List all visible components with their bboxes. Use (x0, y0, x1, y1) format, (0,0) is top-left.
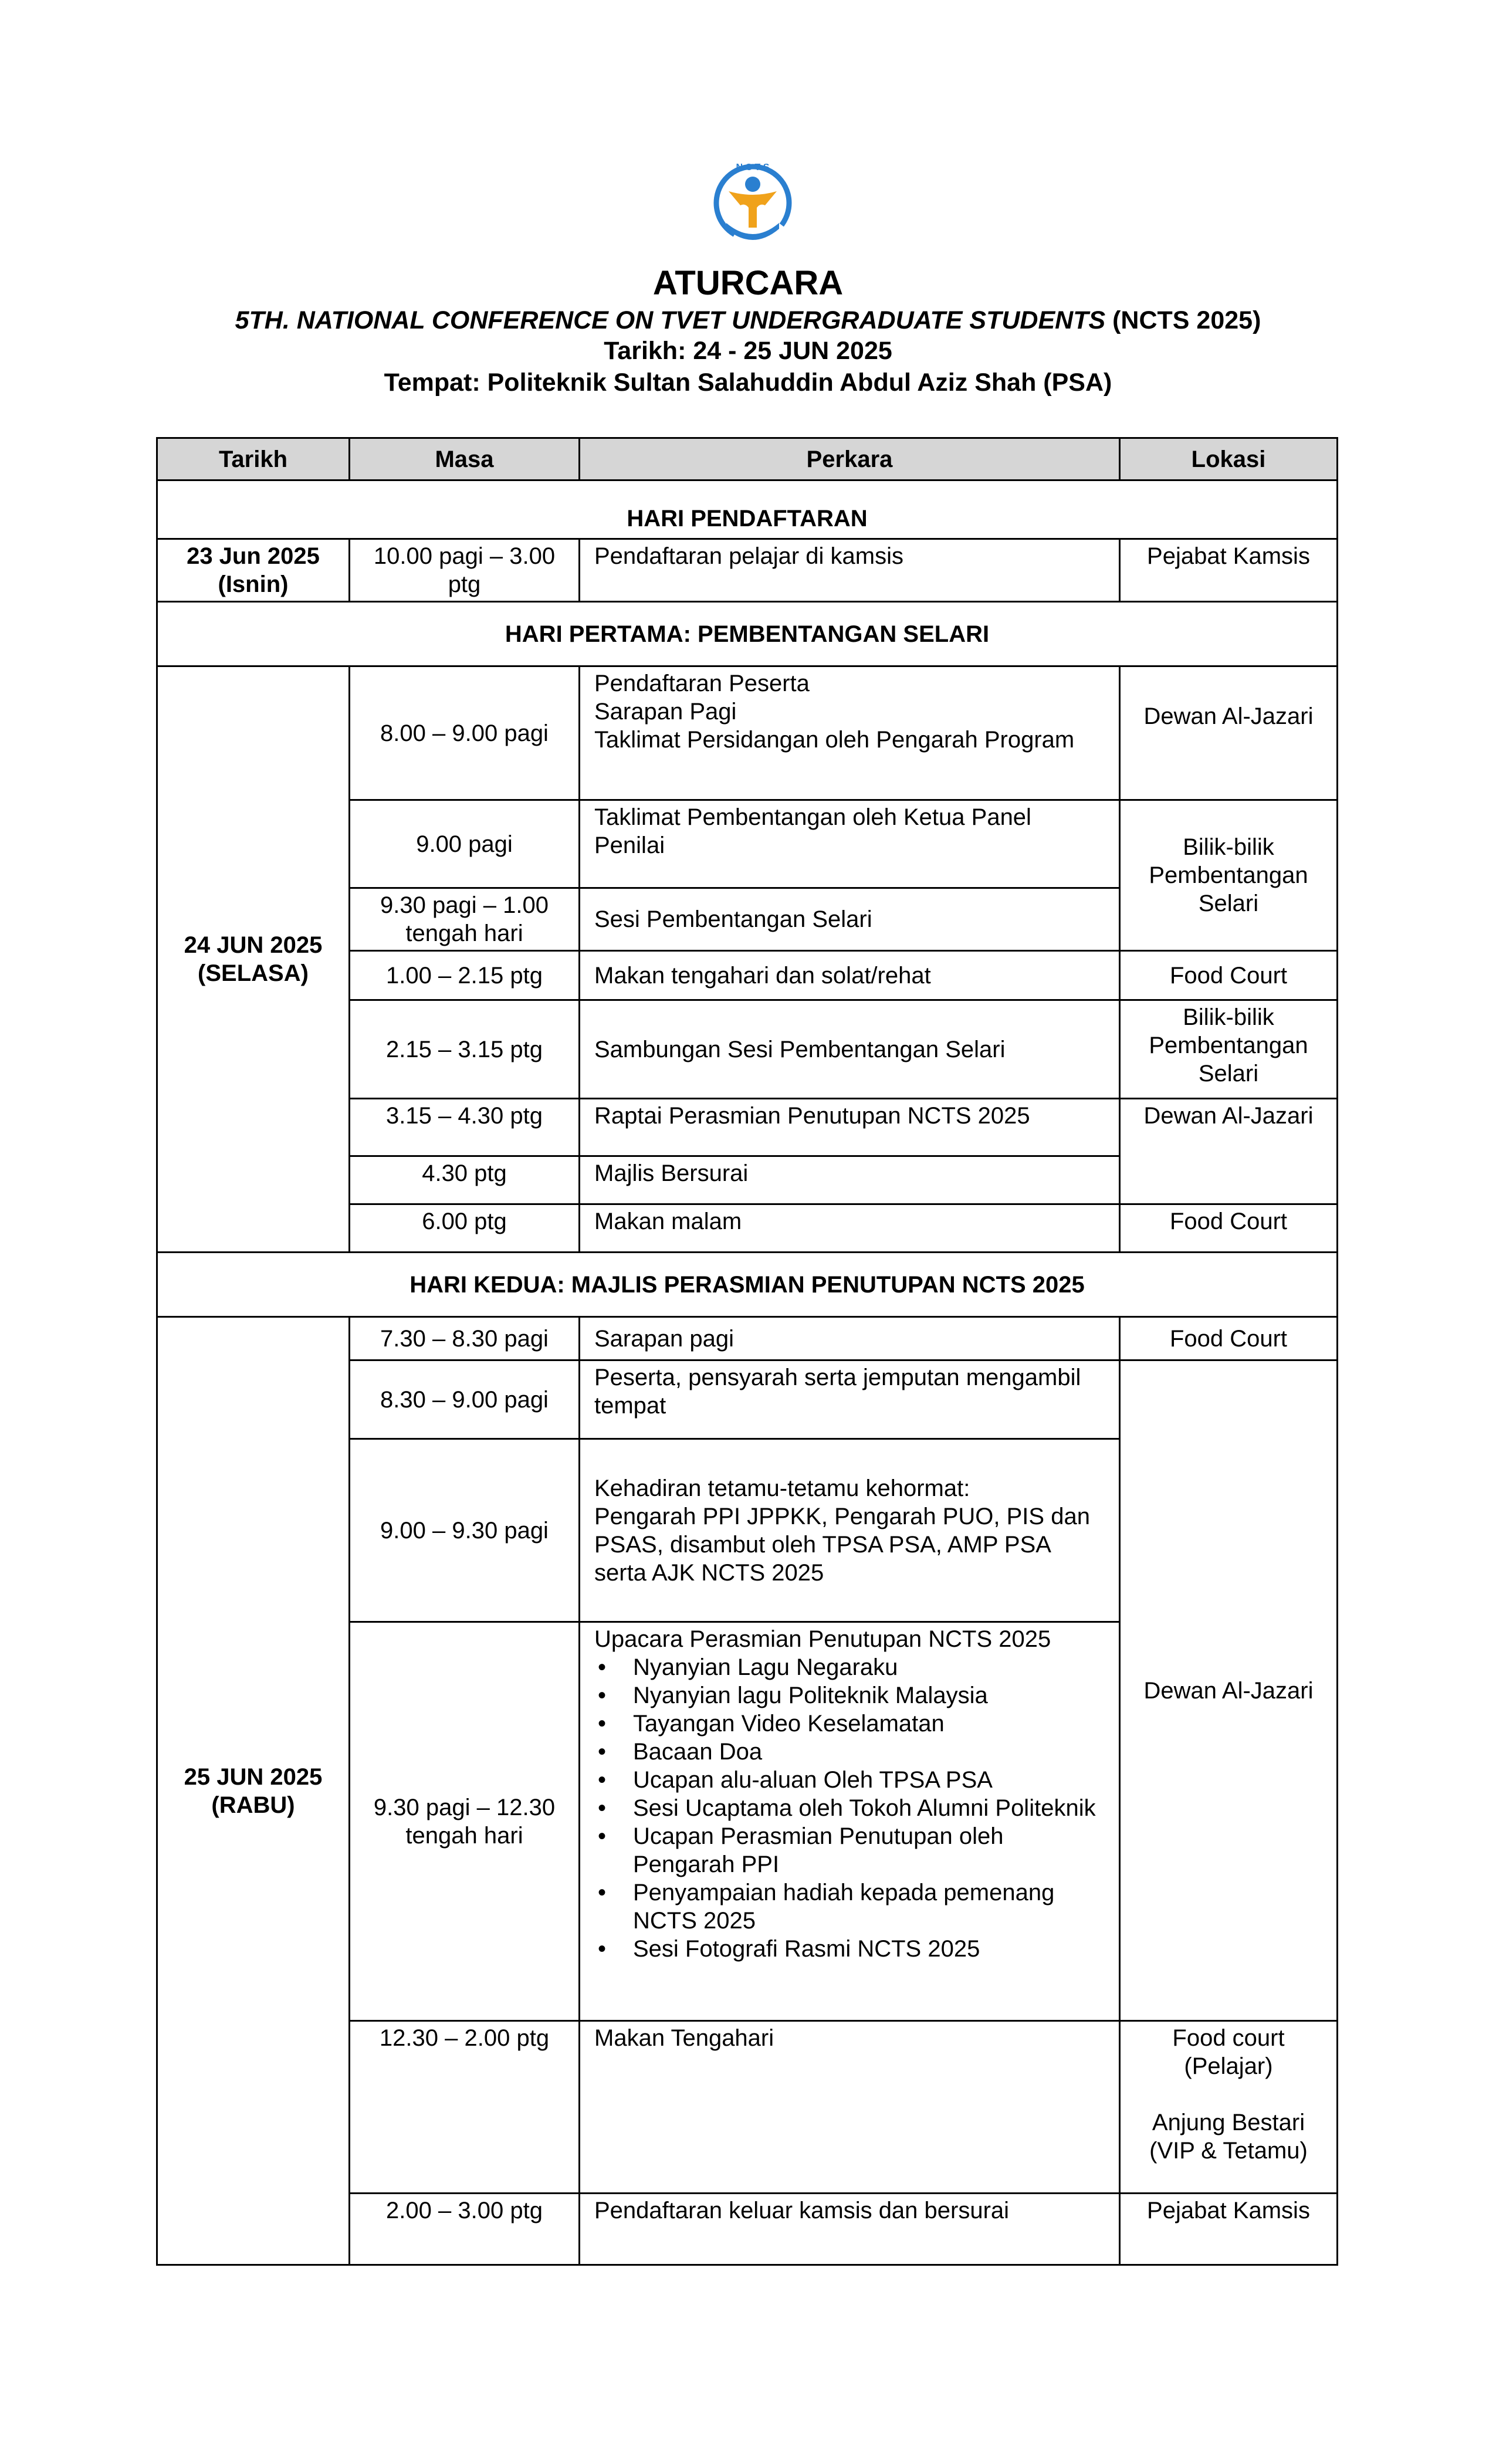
page-title: ATURCARA (652, 264, 844, 302)
conference-abbrev: (NCTS 2025) (1105, 306, 1261, 334)
date-text: 25 JUN 2025 (184, 1764, 323, 1790)
list-item: • Sesi Fotografi Rasmi NCTS 2025 (633, 1935, 1105, 1963)
ceremony-heading: Upacara Perasmian Penutupan NCTS 2025 (594, 1626, 1051, 1652)
time-cell: 12.30 – 2.00 ptg (350, 2021, 580, 2194)
day-text: (Isnin) (218, 571, 289, 597)
item-cell: Pendaftaran keluar kamsis dan bersurai (580, 2194, 1120, 2265)
location-cell: Dewan Al-Jazari (1120, 1099, 1338, 1204)
time-cell: 10.00 pagi – 3.00 ptg (350, 539, 580, 602)
section-title: HARI PENDAFTARAN (157, 480, 1338, 539)
section-title: HARI PERTAMA: PEMBENTANGAN SELARI (157, 602, 1338, 666)
section-title: HARI KEDUA: MAJLIS PERASMIAN PENUTUPAN NCTS 2025 (157, 1253, 1338, 1317)
location-students: Food court (Pelajar) (1172, 2025, 1285, 2079)
item-cell: Peserta, pensyarah serta jemputan mengambil tempat (580, 1360, 1120, 1439)
list-item: • Bacaan Doa (633, 1738, 1105, 1766)
item-line: Pengarah PPI JPPKK, Pengarah PUO, PIS dan PSAS, disambut oleh TPSA PSA, AMP PSA serta AJK NCTS 2025 (594, 1503, 1090, 1586)
table-header-row (157, 438, 1338, 480)
day-text: (RABU) (211, 1792, 295, 1818)
date-text: 23 Jun 2025 (187, 543, 320, 569)
item-cell: Makan tengahari dan solat/rehat (580, 951, 1120, 1000)
location-cell: Bilik-bilik Pembentangan Selari (1120, 800, 1338, 951)
section-row-day-two (157, 1253, 1338, 1317)
time-cell: 9.30 pagi – 1.00 tengah hari (350, 888, 580, 951)
ncts-logo (709, 157, 797, 257)
ceremony-program-list (594, 1653, 1105, 1963)
logo-lettering: N C T S (736, 163, 770, 172)
item-line: Kehadiran tetamu-tetamu kehormat: (594, 1475, 970, 1501)
table-row (157, 539, 1338, 602)
location-cell: Food Court (1120, 1317, 1338, 1360)
date-text: 24 JUN 2025 (184, 932, 323, 958)
item-cell: Sambungan Sesi Pembentangan Selari (580, 1000, 1120, 1099)
list-item: • Ucapan alu-aluan Oleh TPSA PSA (633, 1766, 1105, 1794)
item-cell: Pendaftaran pelajar di kamsis (580, 539, 1120, 602)
item-cell: Makan Tengahari (580, 2021, 1120, 2194)
item-line: Pendaftaran Peserta (594, 671, 810, 696)
list-item: • Nyanyian lagu Politeknik Malaysia (633, 1681, 1105, 1710)
ncts-logo-graphic (709, 157, 797, 257)
date-cell (157, 1317, 350, 2265)
location-cell: Pejabat Kamsis (1120, 2194, 1338, 2265)
time-cell: 2.15 – 3.15 ptg (350, 1000, 580, 1099)
conference-name-italic: 5TH. NATIONAL CONFERENCE ON TVET UNDERGRADUATE STUDENTS (235, 306, 1106, 334)
header-masa: Masa (350, 438, 580, 480)
item-cell (580, 666, 1120, 800)
time-cell: 8.00 – 9.00 pagi (350, 666, 580, 800)
location-cell: Food Court (1120, 951, 1338, 1000)
list-item: • Ucapan Perasmian Penutupan oleh Pengarah PPI (633, 1822, 1105, 1879)
item-cell: Sarapan pagi (580, 1317, 1120, 1360)
date-cell (157, 666, 350, 1253)
time-cell: 1.00 – 2.15 ptg (350, 951, 580, 1000)
location-cell: Dewan Al-Jazari (1120, 666, 1338, 800)
time-cell: 2.00 – 3.00 ptg (350, 2194, 580, 2265)
day-text: (SELASA) (198, 960, 309, 986)
time-cell: 8.30 – 9.00 pagi (350, 1360, 580, 1439)
location-cell: Food Court (1120, 1204, 1338, 1253)
location-cell: Bilik-bilik Pembentangan Selari (1120, 1000, 1338, 1099)
list-item: • Nyanyian Lagu Negaraku (633, 1653, 1105, 1681)
section-row-day-one (157, 602, 1338, 666)
item-cell: Sesi Pembentangan Selari (580, 888, 1120, 951)
header-perkara: Perkara (580, 438, 1120, 480)
item-cell: Makan malam (580, 1204, 1120, 1253)
time-cell: 9.00 pagi (350, 800, 580, 888)
time-cell: 3.15 – 4.30 ptg (350, 1099, 580, 1156)
item-line: Sarapan Pagi (594, 699, 737, 725)
location-vip: Anjung Bestari (VIP & Tetamu) (1149, 2110, 1308, 2164)
list-item: • Tayangan Video Keselamatan (633, 1710, 1105, 1738)
table-row (157, 666, 1338, 800)
item-cell: Raptai Perasmian Penutupan NCTS 2025 (580, 1099, 1120, 1156)
list-item: • Sesi Ucaptama oleh Tokoh Alumni Politeknik (633, 1794, 1105, 1822)
schedule-table (156, 437, 1338, 2266)
item-cell (580, 1439, 1120, 1622)
item-cell: Taklimat Pembentangan oleh Ketua Panel Penilai (580, 800, 1120, 888)
location-cell: Dewan Al-Jazari (1120, 1360, 1338, 2021)
section-row-registration (157, 480, 1338, 539)
header-tarikh: Tarikh (157, 438, 350, 480)
location-cell: Pejabat Kamsis (1120, 539, 1338, 602)
header-lokasi: Lokasi (1120, 438, 1338, 480)
date-cell (157, 539, 350, 602)
time-cell: 9.00 – 9.30 pagi (350, 1439, 580, 1622)
item-cell: Majlis Bersurai (580, 1156, 1120, 1204)
item-cell (580, 1622, 1120, 2021)
event-date: Tarikh: 24 - 25 JUN 2025 (604, 337, 892, 365)
time-cell: 6.00 ptg (350, 1204, 580, 1253)
time-cell: 7.30 – 8.30 pagi (350, 1317, 580, 1360)
item-line: Taklimat Persidangan oleh Pengarah Program (594, 727, 1075, 753)
location-cell (1120, 2021, 1338, 2194)
event-venue: Tempat: Politeknik Sultan Salahuddin Abdul Aziz Shah (PSA) (384, 368, 1112, 397)
time-cell: 4.30 ptg (350, 1156, 580, 1204)
conference-name (0, 305, 1496, 336)
time-cell: 9.30 pagi – 12.30 tengah hari (350, 1622, 580, 2021)
table-row (157, 1317, 1338, 1360)
list-item: • Penyampaian hadiah kepada pemenang NCTS 2025 (633, 1879, 1105, 1935)
